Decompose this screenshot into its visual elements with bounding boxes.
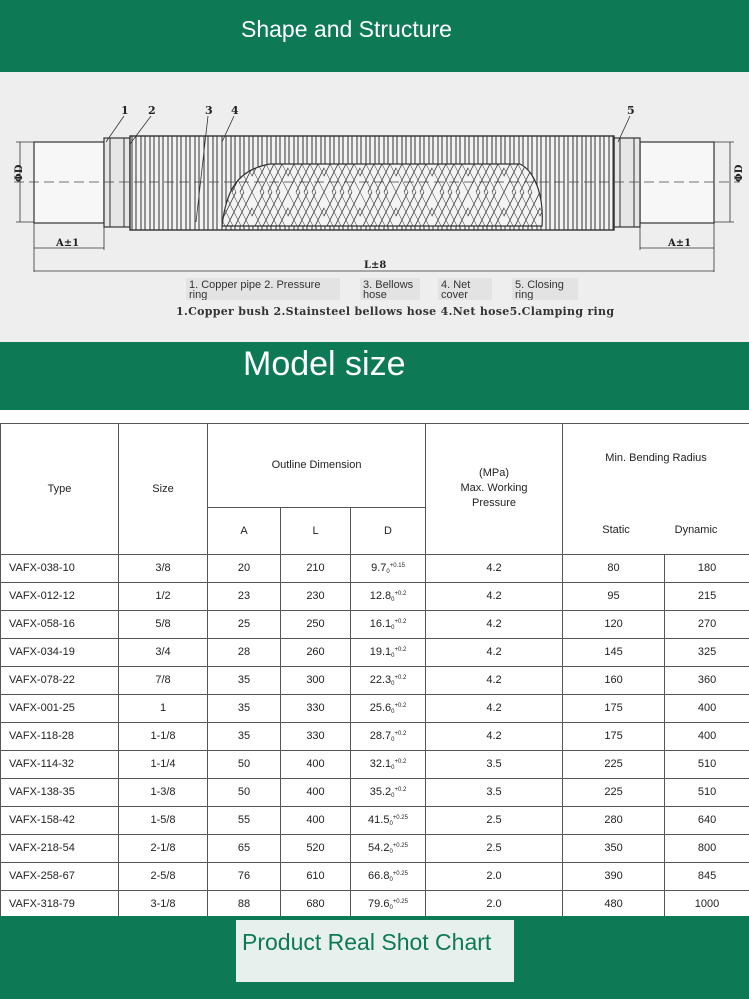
table-row: VAFX-038-10 3/8 20 210 $9.7_0^{+0.15}$ 4.2 80 180: [1, 554, 749, 582]
caption-line: 1.Copper bush 2.Stainsteel bellows hose 4.Net hose5.Clamping ring: [176, 305, 615, 318]
hose-structure-diagram: [0, 72, 749, 342]
header-dynamic: Dynamic: [674, 524, 718, 537]
dim-d-right: ΦD: [734, 164, 745, 182]
d-cell: $25.6_0^{+0.2}$: [351, 694, 426, 722]
header-type: Type: [1, 424, 119, 555]
callout-2: 2: [148, 104, 156, 117]
table-row: VAFX-078-22 7/8 35 300 $22.3_0^{+0.2}$ 4.2 160 360: [1, 666, 749, 694]
header-outline: Outline Dimension: [208, 424, 426, 508]
table-row: VAFX-318-79 3-1/8 88 680 $79.6_0^{+0.25}$ 2.0 480 1000: [1, 890, 749, 918]
table-row: VAFX-114-32 1-1/4 50 400 $32.1_0^{+0.2}$ 3.5 225 510: [1, 750, 749, 778]
caption-box-4: 5. Closing ring: [512, 278, 578, 300]
header-static: Static: [602, 524, 630, 537]
header-d: D: [351, 507, 426, 554]
table-row: VAFX-001-25 1 35 330 $25.6_0^{+0.2}$ 4.2 175 400: [1, 694, 749, 722]
d-cell: $41.5_0^{+0.25}$: [351, 806, 426, 834]
model-size-table: [0, 423, 749, 919]
dim-l: L±8: [364, 260, 387, 271]
header-l: L: [281, 507, 351, 554]
table-row: VAFX-218-54 2-1/8 65 520 $54.2_0^{+0.25}$ 2.5 350 800: [1, 834, 749, 862]
section-title-product: Product Real Shot Chart: [242, 929, 492, 955]
table-row: VAFX-034-19 3/4 28 260 $19.1_0^{+0.2}$ 4.2 145 325: [1, 638, 749, 666]
d-cell: $35.2_0^{+0.2}$: [351, 778, 426, 806]
callout-1: 1: [121, 104, 129, 117]
caption-box-3: 4. Net cover: [438, 278, 492, 300]
table-row: VAFX-138-35 1-3/8 50 400 $35.2_0^{+0.2}$ 3.5 225 510: [1, 778, 749, 806]
table-row: VAFX-258-67 2-5/8 76 610 $66.8_0^{+0.25}$ 2.0 390 845: [1, 862, 749, 890]
header-pressure: [426, 424, 563, 555]
table-row: VAFX-118-28 1-1/8 35 330 $28.7_0^{+0.2}$ 4.2 175 400: [1, 722, 749, 750]
header-pressure-unit: (MPa): [479, 466, 509, 479]
right-closing-ring: [614, 138, 640, 227]
left-copper-pipe: [34, 142, 104, 223]
d-cell: $79.6_0^{+0.25}$: [351, 890, 426, 918]
caption-box-1: 1. Copper pipe 2. Pressure ring: [186, 278, 340, 300]
d-cell: $32.1_0^{+0.2}$: [351, 750, 426, 778]
callout-5: 5: [627, 104, 635, 117]
callout-4: 4: [231, 104, 239, 117]
header-size: Size: [119, 424, 208, 555]
header-bending-sub: [563, 507, 749, 554]
net-cover: [222, 164, 542, 226]
table-body: [1, 554, 749, 918]
d-cell: $54.2_0^{+0.25}$: [351, 834, 426, 862]
callout-3: 3: [205, 104, 213, 117]
section-title-shape: Shape and Structure: [241, 16, 452, 42]
d-cell: $28.7_0^{+0.2}$: [351, 722, 426, 750]
dim-a-left: A±1: [56, 238, 80, 249]
left-pressure-ring: [104, 138, 130, 227]
table-row: VAFX-012-12 1/2 23 230 $12.8_0^{+0.2}$ 4.2 95 215: [1, 582, 749, 610]
header-bending: Min. Bending Radius: [563, 424, 749, 508]
caption-box-2: 3. Bellows hose: [360, 278, 420, 300]
d-cell: $16.1_0^{+0.2}$: [351, 610, 426, 638]
d-cell: $22.3_0^{+0.2}$: [351, 666, 426, 694]
header-pressure-label: Max. Working Pressure: [460, 481, 528, 509]
header-a: A: [208, 507, 281, 554]
table-row: VAFX-058-16 5/8 25 250 $16.1_0^{+0.2}$ 4.2 120 270: [1, 610, 749, 638]
dim-d-left: ΦD: [14, 164, 25, 182]
section-title-model: Model size: [243, 345, 406, 383]
dim-a-right: A±1: [668, 238, 692, 249]
d-cell: $9.7_0^{+0.15}$: [351, 554, 426, 582]
d-cell: $19.1_0^{+0.2}$: [351, 638, 426, 666]
table-row: VAFX-158-42 1-5/8 55 400 $41.5_0^{+0.25}$ 2.5 280 640: [1, 806, 749, 834]
right-copper-pipe: [640, 142, 714, 223]
d-cell: $12.8_0^{+0.2}$: [351, 582, 426, 610]
d-cell: $66.8_0^{+0.25}$: [351, 862, 426, 890]
